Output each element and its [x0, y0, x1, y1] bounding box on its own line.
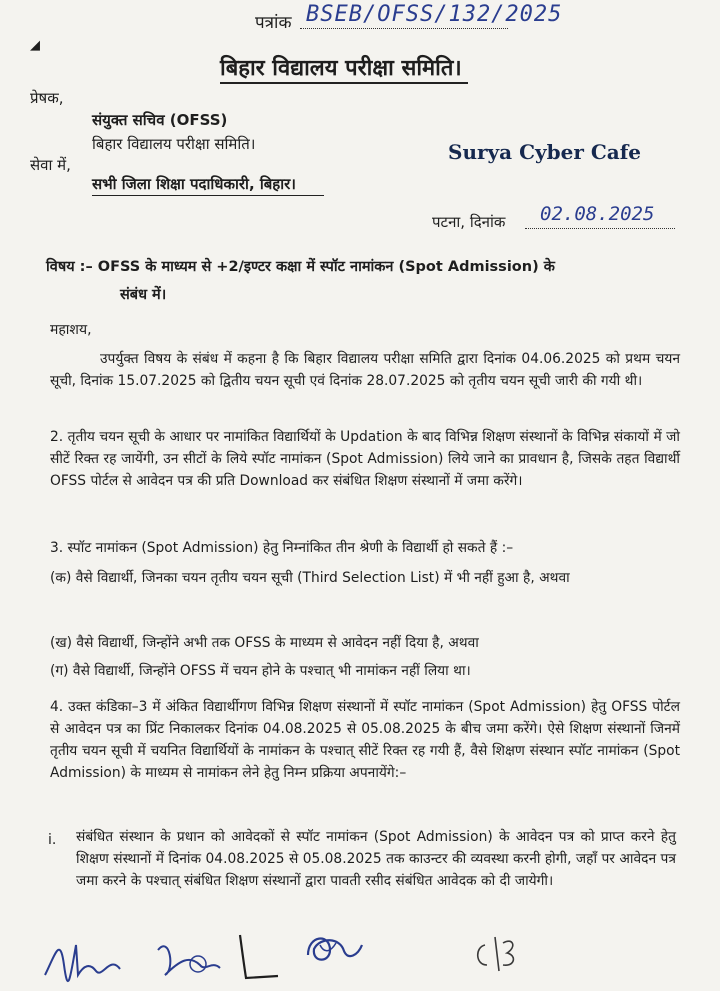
subject-line-2: संबंध में। [120, 287, 167, 303]
subject-line-1: विषय :– OFSS के माध्यम से +2/इण्टर कक्षा में स्पॉट नामांकन (Spot Admission) के [46, 259, 555, 275]
paragraph-1 [50, 348, 680, 392]
sender-label: प्रेषक, [30, 89, 64, 107]
subject-block [46, 253, 555, 309]
signature-3-icon [228, 930, 288, 985]
signature-1-icon [40, 925, 130, 985]
corner-mark-icon: ◢ [30, 38, 40, 53]
ref-label: पत्रांक [255, 13, 292, 33]
signature-4-icon [300, 925, 370, 970]
letter-date: 02.08.2025 [540, 203, 655, 225]
sender-designation: संयुक्त सचिव (OFSS) [92, 111, 228, 129]
signature-5-icon [465, 925, 525, 980]
sender-office: बिहार विद्यालय परीक्षा समिति। [92, 135, 256, 153]
paragraph-2: 2. तृतीय चयन सूची के आधार पर नामांकित विद्यार्थियों के Updation के बाद विभिन्न शिक्षण संस्थानों के विभिन्न संकायों में जो सीटें रिक्त रह जायेंगी, उन सीटों के लिये स्पॉट नामांकन (Spot Admission) लिये जाने का प्रावधान है, जिसके तहत विद्यार्थी OFSS पोर्टल से आवेदन पत्र की प्रति Download कर संबंधित शिक्षण संस्थानों में जमा करेंगे। [50, 429, 680, 489]
ref-dotted-line [300, 28, 508, 29]
recipient-name: सभी जिला शिक्षा पदाधिकारी, बिहार। [92, 175, 296, 193]
signature-2-icon [150, 930, 230, 985]
paragraph-1-text: उपर्युक्त विषय के संबंध में कहना है कि बिहार विद्यालय परीक्षा समिति द्वारा दिनांक 04.06.2025 को प्रथम चयन सूची, दिनांक 15.07.2025 को द्वितीय चयन सूची एवं दिनांक 28.07.2025 को तृतीय चयन सूची जारी की गयी थी। [50, 351, 680, 389]
category-item-a: (क) वैसे विद्यार्थी, जिनका चयन तृतीय चयन सूची (Third Selection List) में भी नहीं हुआ है, अथवा [50, 570, 570, 586]
org-title: बिहार विद्यालय परीक्षा समिति। [220, 56, 462, 81]
watermark-text: Surya Cyber Cafe [448, 140, 642, 164]
recipient-label: सेवा में, [30, 156, 71, 174]
recipient-underline [92, 195, 324, 196]
category-item-b: (ख) वैसे विद्यार्थी, जिन्होंने अभी तक OFSS के माध्यम से आवेदन नहीं दिया है, अथवा [50, 635, 479, 651]
list-item-i: संबंधित संस्थान के प्रधान को आवेदकों से स्पॉट नामांकन (Spot Admission) के आवेदन पत्र को प्राप्त करने हेतु शिक्षण संस्थानों में दिनांक 04.08.2025 से 05.08.2025 तक काउन्टर की व्यवस्था करनी होगी, जहाँ पर आवेदन पत्र जमा करने के पश्चात् संबंधित शिक्षण संस्थानों द्वारा पावती रसीद संबंधित आवेदक को दी जायेगी। [76, 829, 676, 889]
place-date-label: पटना, दिनांक [432, 213, 506, 231]
paragraph-3: 3. स्पॉट नामांकन (Spot Admission) हेतु निम्नांकित तीन श्रेणी के विद्यार्थी हो सकते हैं :– [50, 540, 514, 556]
ref-number: BSEB/OFSS/132/2025 [306, 2, 563, 27]
org-title-underline [220, 82, 468, 84]
paragraph-4: 4. उक्त कंडिका–3 में अंकित विद्यार्थीगण विभिन्न शिक्षण संस्थानों में स्पॉट नामांकन (Spot Admission) हेतु OFSS पोर्टल से आवेदन पत्र का प्रिंट निकालकर दिनांक 04.08.2025 से 05.08.2025 के बीच जमा करेंगे। ऐसे शिक्षण संस्थानों जिनमें तृतीय चयन सूची में चयनित विद्यार्थियों के नामांकन के पश्चात् सीटें रिक्त रह गयी हैं, वैसे शिक्षण संस्थान स्पॉट नामांकन (Spot Admission) के माध्यम से नामांकन लेने हेतु निम्न प्रक्रिया अपनायेंगे:– [50, 699, 680, 781]
salutation: महाशय, [50, 322, 92, 338]
category-item-c: (ग) वैसे विद्यार्थी, जिन्होंने OFSS में चयन होने के पश्चात् भी नामांकन नहीं लिया था। [50, 663, 471, 679]
date-dotted-line [525, 228, 675, 229]
list-item-number: i. [48, 832, 57, 848]
